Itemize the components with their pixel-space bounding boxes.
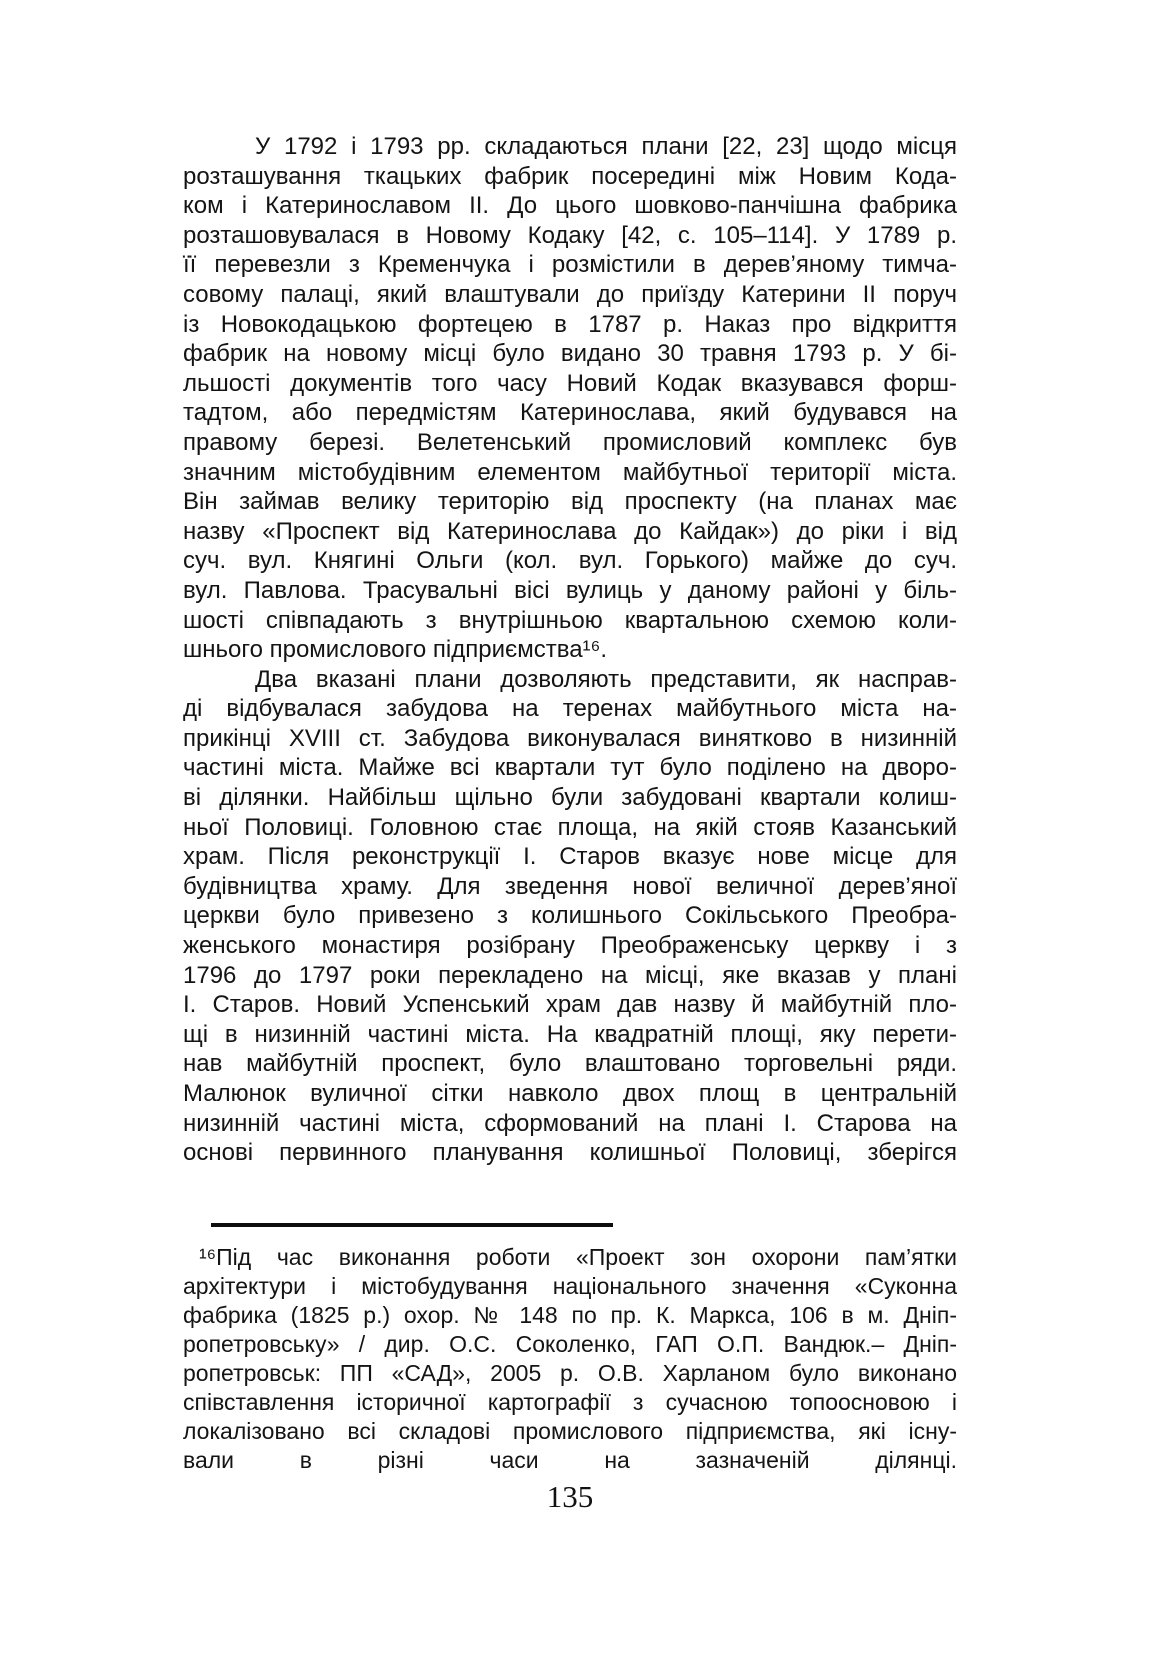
- text-line: розташування ткацьких фабрик посередині між Новим Кода-: [183, 162, 957, 190]
- text-line: церкви було привезено з колишнього Сокільського Преобра-: [183, 902, 957, 930]
- text-line: 1796 до 1797 роки перекладено на місці, яке вказав у плані: [183, 961, 957, 989]
- paragraph: [183, 132, 957, 665]
- text-line: храм. Після реконструкції І. Старов вказує нове місце для: [183, 843, 957, 871]
- text-line: її перевезли з Кременчука і розмістили в дерев’яному тимча-: [183, 251, 957, 279]
- text-line: У 1792 і 1793 рр. складаються плани [22, 23] щодо місця: [255, 133, 957, 160]
- text-line: частині міста. Майже всі квартали тут було поділено на дворо-: [183, 754, 957, 782]
- text-line: льшості документів того часу Новий Кодак вказувався форш-: [183, 369, 957, 397]
- text-line: низинній частині міста, сформований на плані І. Старова на: [183, 1109, 957, 1137]
- text-line: архітектури і містобудування національного значення «Суконна: [183, 1272, 957, 1299]
- text-line: шості співпадають з внутрішньою квартальною схемою коли-: [183, 606, 957, 634]
- text-line: Він займав велику територію від проспекту (на планах має: [183, 488, 957, 516]
- text-line: локалізовано всі складові промислового підприємства, які існу-: [183, 1417, 957, 1444]
- text-line: правому березі. Велетенський промисловий комплекс був: [183, 428, 957, 456]
- text-line: вул. Павлова. Трасувальні вісі вулиць у даному районі у біль-: [183, 576, 957, 604]
- text-line: прикінці XVIII ст. Забудова виконувалася винятково в низинній: [183, 724, 957, 752]
- text-line: із Новокодацькою фортецею в 1787 р. Наказ про відкриття: [183, 310, 957, 338]
- text-line: розташовувалася в Новому Кодаку [42, с. 105–114]. У 1789 р.: [183, 221, 957, 249]
- text-line: совому палаці, який влаштували до приїзду Катерини ІІ поруч: [183, 280, 957, 308]
- paragraph: [183, 665, 957, 1168]
- text-line: фабрик на новому місці було видано 30 травня 1793 р. У бі-: [183, 340, 957, 368]
- text-line: ¹⁶Під час виконання роботи «Проект зон охорони пам’ятки: [199, 1243, 957, 1270]
- paragraph: [183, 1243, 957, 1475]
- text-line: основі первинного планування колишньої Половиці, зберігся: [183, 1139, 957, 1167]
- text-line: суч. вул. Княгині Ольги (кол. вул. Горького) майже до суч.: [183, 547, 957, 575]
- text-line: шнього промислового підприємства¹⁶.: [183, 636, 608, 664]
- text-line: фабрика (1825 р.) охор. № 148 по пр. К. Маркса, 106 в м. Дніп-: [183, 1301, 957, 1328]
- page-number: 135: [546, 1478, 594, 1514]
- text-line: женського монастиря розібрану Преображенську церкву і з: [183, 932, 957, 960]
- text-line: ропетровську» / дир. О.С. Соколенко, ГАП О.П. Вандюк.– Дніп-: [183, 1330, 957, 1357]
- text-line: ком і Катеринославом ІІ. До цього шовково-панчішна фабрика: [183, 192, 957, 220]
- text-line: співставлення історичної картографії з сучасною топоосновою і: [183, 1388, 957, 1415]
- text-line: значним містобудівним елементом майбутньої території міста.: [183, 458, 957, 486]
- footnote-separator: [211, 1223, 613, 1227]
- text-line: будівництва храму. Для зведення нової величної дерев’яної: [183, 872, 957, 900]
- text-line: вали в різні часи на зазначеній ділянці.: [183, 1446, 957, 1473]
- text-line: ві ділянки. Найбільш щільно були забудовані квартали колиш-: [183, 784, 957, 812]
- text-line: Малюнок вуличної сітки навколо двох площ в центральній: [183, 1080, 957, 1107]
- text-line: щі в низинній частині міста. На квадратній площі, яку перети-: [183, 1020, 957, 1048]
- text-line: ропетровськ: ПП «САД», 2005 р. О.В. Харланом було виконано: [183, 1359, 957, 1386]
- text-line: ньої Половиці. Головною стає площа, на якій стояв Казанський: [183, 813, 957, 841]
- text-line: тадтом, або передмістям Катеринослава, який будувався на: [183, 399, 957, 427]
- text-line: нав майбутній проспект, було влаштовано торговельні ряди.: [183, 1050, 957, 1078]
- footnote: [183, 1243, 957, 1475]
- text-line: ді відбувалася забудова на теренах майбутнього міста на-: [183, 695, 957, 723]
- text-line: назву «Проспект від Катеринослава до Кайдак») до ріки і від: [183, 517, 957, 545]
- text-line: Два вказані плани дозволяють представити, як насправ-: [255, 665, 957, 693]
- main-text: [183, 132, 957, 1168]
- text-line: І. Старов. Новий Успенський храм дав назву й майбутній пло-: [183, 991, 957, 1019]
